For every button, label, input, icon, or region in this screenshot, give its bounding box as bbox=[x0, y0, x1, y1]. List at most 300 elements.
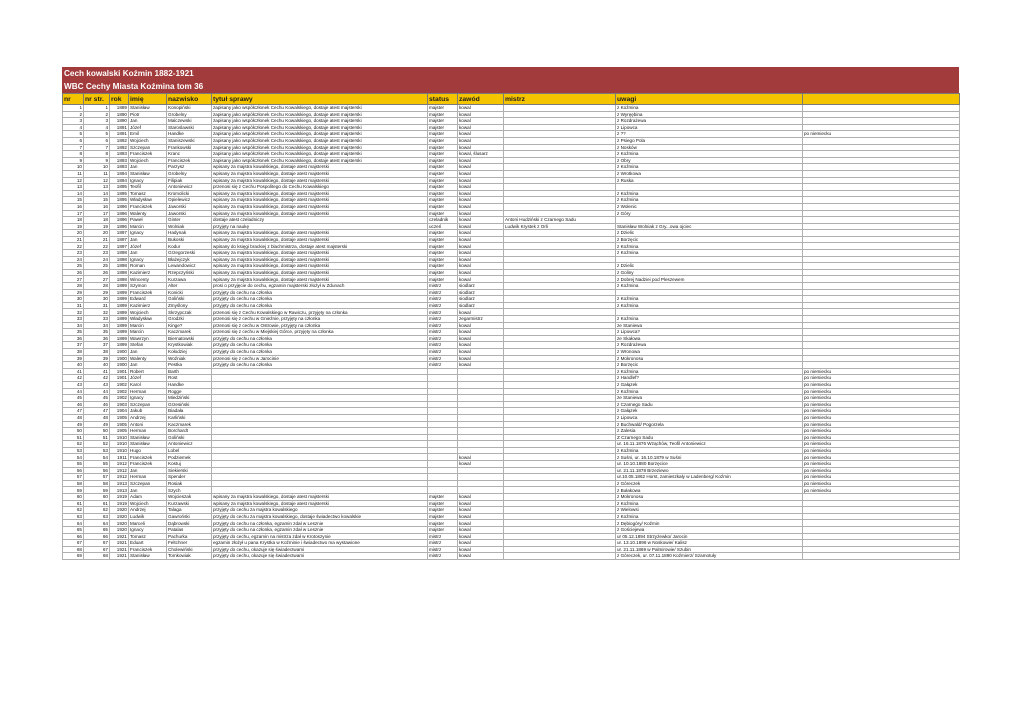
col-imie-cell: Stanisław bbox=[129, 553, 167, 560]
col-uwagi-cell bbox=[616, 309, 803, 316]
col-uwagi-cell: z Koźmina bbox=[616, 500, 803, 507]
col-nazwisko-cell: Biernatowski bbox=[167, 335, 212, 342]
col-extra-cell: po niemiecku bbox=[803, 375, 960, 382]
col-nazwisko-cell: Kaczmarek bbox=[167, 421, 212, 428]
col-nazwisko-cell: Rogge bbox=[167, 388, 212, 395]
col-uwagi-cell: z Lipowca? bbox=[616, 329, 803, 336]
col-status-cell: mistrz bbox=[428, 322, 458, 329]
col-nr-str-cell: 44 bbox=[84, 388, 110, 395]
col-uwagi-cell bbox=[616, 217, 803, 224]
col-tytul-sprawy-cell: dostaje atest czeladniczy bbox=[212, 217, 428, 224]
col-nr-str-cell: 20 bbox=[84, 230, 110, 237]
col-rok-cell: 1899 bbox=[110, 289, 129, 296]
col-extra-cell: po niemiecku bbox=[803, 467, 960, 474]
col-rok-cell: 1898 bbox=[110, 276, 129, 283]
col-tytul-sprawy-cell: przyjęty do cechu na członka bbox=[212, 302, 428, 309]
col-nr-cell: 15 bbox=[63, 197, 84, 204]
col-rok-cell: 1921 bbox=[110, 553, 129, 560]
col-nr-str-cell: 29 bbox=[84, 289, 110, 296]
col-nr-cell: 55 bbox=[63, 461, 84, 468]
col-zawod-cell: kowal bbox=[458, 236, 504, 243]
col-imie-cell: Andrzej bbox=[129, 507, 167, 514]
col-tytul-sprawy-cell: zapisany jako współczłonek Cechu Kowalskiego, dostaje atest majsterski bbox=[212, 151, 428, 158]
col-mistrz-cell bbox=[504, 546, 616, 553]
col-status-cell: majster bbox=[428, 177, 458, 184]
col-nr-cell: 53 bbox=[63, 447, 84, 454]
col-nazwisko-cell: Goliński bbox=[167, 434, 212, 441]
col-uwagi-cell: z Wielowsi bbox=[616, 507, 803, 514]
col-zawod-cell: kowal bbox=[458, 111, 504, 118]
col-nr-str-cell: 48 bbox=[84, 414, 110, 421]
col-uwagi-cell bbox=[616, 184, 803, 191]
col-rok-cell: 1912 bbox=[110, 467, 129, 474]
col-imie-cell: Piotr bbox=[129, 111, 167, 118]
col-extra-cell bbox=[803, 283, 960, 290]
col-mistrz-cell bbox=[504, 164, 616, 171]
col-nr-str-cell: 30 bbox=[84, 296, 110, 303]
table-row bbox=[63, 375, 960, 382]
col-nr-str-cell: 53 bbox=[84, 447, 110, 454]
col-rok-cell: 1910 bbox=[110, 434, 129, 441]
col-nazwisko-cell: Lobel bbox=[167, 447, 212, 454]
col-mistrz-cell bbox=[504, 375, 616, 382]
col-zawod-cell: kowal bbox=[458, 553, 504, 560]
col-imie-cell: Stanisław bbox=[129, 105, 167, 112]
col-imie-cell: Franciszek bbox=[129, 546, 167, 553]
col-tytul-sprawy-cell: przenosi się z Cechu Pospolitego do Cechu Kowalskiego bbox=[212, 184, 428, 191]
col-extra-cell bbox=[803, 137, 960, 144]
col-zawod-cell: kowal bbox=[458, 137, 504, 144]
col-nr-cell: 63 bbox=[63, 513, 84, 520]
col-tytul-sprawy-cell: zapisany jako współczłonek Cechu Kowalskiego, dostaje atest majsterski bbox=[212, 111, 428, 118]
col-status-cell: majster bbox=[428, 210, 458, 217]
col-nr-str-cell: 60 bbox=[84, 494, 110, 501]
col-uwagi-cell: z Koźmina bbox=[616, 513, 803, 520]
col-mistrz-cell bbox=[504, 395, 616, 402]
col-uwagi-cell: z Goliny bbox=[616, 269, 803, 276]
col-imie-cell: Herman bbox=[129, 428, 167, 435]
col-tytul-sprawy-cell: wpisany za majstra kowalskiego, dostaje atest majsterski bbox=[212, 276, 428, 283]
col-imie-cell: Władysław bbox=[129, 316, 167, 323]
col-uwagi-cell: ze Skałowa bbox=[616, 335, 803, 342]
col-status-cell: majster bbox=[428, 494, 458, 501]
col-tytul-sprawy-cell: przenosi się z cechu w Jarocinie bbox=[212, 355, 428, 362]
table-row bbox=[63, 500, 960, 507]
col-tytul-sprawy-cell: przyjęty do cechu, egzamin na mistrza zdał w Krotoszynie bbox=[212, 533, 428, 540]
col-nazwisko-cell: Wojcieszak bbox=[167, 494, 212, 501]
col-tytul-sprawy-cell bbox=[212, 421, 428, 428]
table-row bbox=[63, 124, 960, 131]
col-zawod-cell: siodlarz bbox=[458, 302, 504, 309]
col-status-cell bbox=[428, 375, 458, 382]
col-zawod-cell bbox=[458, 401, 504, 408]
col-nr-str-cell: 67 bbox=[84, 540, 110, 547]
col-nazwisko-cell: Antoniewicz bbox=[167, 184, 212, 191]
col-extra-cell bbox=[803, 309, 960, 316]
col-zawod-cell bbox=[458, 421, 504, 428]
col-tytul-sprawy-cell: wpisany za majstra kowalskiego, dostaje atest majsterski bbox=[212, 236, 428, 243]
col-extra-cell bbox=[803, 111, 960, 118]
col-nr-cell: 39 bbox=[63, 355, 84, 362]
col-nr-cell: 69 bbox=[63, 553, 84, 560]
col-uwagi-cell: z Koźmina bbox=[616, 190, 803, 197]
col-rok-cell: 1890 bbox=[110, 118, 129, 125]
col-uwagi-cell: ur. 16.11.1876 Wząchów, Teofil Antoniewicz bbox=[616, 441, 803, 448]
col-nr-str-cell: 50 bbox=[84, 428, 110, 435]
col-nr-cell: 66 bbox=[63, 533, 84, 540]
col-nr-str-cell: 19 bbox=[84, 223, 110, 230]
col-nr-cell: 20 bbox=[63, 230, 84, 237]
col-nazwisko-header: nazwisko bbox=[167, 94, 212, 105]
col-nazwisko-cell: Lewandowicz bbox=[167, 263, 212, 270]
col-imie-cell: Wojciech bbox=[129, 157, 167, 164]
col-nr-cell: 44 bbox=[63, 388, 84, 395]
col-status-cell: mistrz bbox=[428, 540, 458, 547]
col-nazwisko-cell: Borchardt bbox=[167, 428, 212, 435]
col-nr-cell: 24 bbox=[63, 256, 84, 263]
col-nr-str-cell: 13 bbox=[84, 184, 110, 191]
col-uwagi-cell: z Rozdrażewa bbox=[616, 118, 803, 125]
col-status-cell: mistrz bbox=[428, 329, 458, 336]
col-zawod-cell: zegarmistrz bbox=[458, 316, 504, 323]
col-nr-str-cell: 4 bbox=[84, 124, 110, 131]
col-imie-cell: Franciszek bbox=[129, 454, 167, 461]
col-extra-cell bbox=[803, 210, 960, 217]
col-zawod-header: zawód bbox=[458, 94, 504, 105]
col-tytul-sprawy-cell: wpisany za majstra kowalskiego, dostaje atest majsterski bbox=[212, 500, 428, 507]
col-mistrz-cell bbox=[504, 157, 616, 164]
table-row bbox=[63, 322, 960, 329]
col-status-cell bbox=[428, 408, 458, 415]
col-uwagi-cell: z Koźmina bbox=[616, 243, 803, 250]
col-extra-cell: po niemiecku bbox=[803, 368, 960, 375]
col-rok-cell: 1896 bbox=[110, 217, 129, 224]
col-status-cell bbox=[428, 474, 458, 481]
col-tytul-sprawy-cell bbox=[212, 395, 428, 402]
col-nr-str-cell: 25 bbox=[84, 263, 110, 270]
col-nazwisko-cell: Gawroński bbox=[167, 513, 212, 520]
col-tytul-sprawy-cell: wpisany za majstra kowalskiego, dostaje atest majsterski bbox=[212, 269, 428, 276]
col-mistrz-cell bbox=[504, 480, 616, 487]
table-row bbox=[63, 170, 960, 177]
col-extra-cell bbox=[803, 197, 960, 204]
col-status-cell: majster bbox=[428, 236, 458, 243]
table-row bbox=[63, 533, 960, 540]
col-extra-cell: po niemiecku bbox=[803, 395, 960, 402]
col-rok-cell: 1904 bbox=[110, 408, 129, 415]
col-zawod-cell: kowal bbox=[458, 322, 504, 329]
col-zawod-cell: kowal bbox=[458, 243, 504, 250]
table-row bbox=[63, 276, 960, 283]
col-nr-cell: 57 bbox=[63, 474, 84, 481]
col-zawod-cell: kowal bbox=[458, 223, 504, 230]
col-zawod-cell: kowal bbox=[458, 527, 504, 534]
col-imie-cell: Stanisław bbox=[129, 441, 167, 448]
col-tytul-sprawy-cell: przyjęty do cechu na członka bbox=[212, 342, 428, 349]
col-imie-cell: Wojciech bbox=[129, 309, 167, 316]
col-tytul-sprawy-cell: egzamin złożył u pana Krystka w Koźminie i świadectwo ma wystawione bbox=[212, 540, 428, 547]
col-nr-cell: 65 bbox=[63, 527, 84, 534]
col-extra-cell bbox=[803, 263, 960, 270]
col-nr-str-cell: 51 bbox=[84, 434, 110, 441]
col-mistrz-cell bbox=[504, 269, 616, 276]
col-mistrz-cell bbox=[504, 421, 616, 428]
col-tytul-sprawy-cell bbox=[212, 487, 428, 494]
col-rok-cell: 1891 bbox=[110, 131, 129, 138]
col-zawod-cell: kowal bbox=[458, 217, 504, 224]
col-tytul-sprawy-cell: wpisany za majstra kowalskiego, dostaje atest majsterski bbox=[212, 177, 428, 184]
col-imie-cell: Szymon bbox=[129, 283, 167, 290]
col-imie-cell: Antoni bbox=[129, 421, 167, 428]
col-nazwisko-cell: Podziemek bbox=[167, 454, 212, 461]
col-mistrz-cell bbox=[504, 184, 616, 191]
col-zawod-cell: kowal bbox=[458, 335, 504, 342]
col-imie-cell: Emil bbox=[129, 131, 167, 138]
table-row bbox=[63, 467, 960, 474]
col-nr-str-cell: 61 bbox=[84, 500, 110, 507]
col-extra-cell bbox=[803, 296, 960, 303]
col-uwagi-cell: z Gałązek bbox=[616, 408, 803, 415]
col-rok-cell: 1889 bbox=[110, 105, 129, 112]
col-zawod-cell: kowal bbox=[458, 507, 504, 514]
col-rok-cell: 1919 bbox=[110, 494, 129, 501]
col-extra-cell: po niemiecku bbox=[803, 401, 960, 408]
col-tytul-sprawy-cell: zapisany jako współczłonek Cechu Kowalskiego, dostaje atest majsterski bbox=[212, 157, 428, 164]
col-nazwisko-cell: Grobelny bbox=[167, 111, 212, 118]
col-zawod-cell bbox=[458, 414, 504, 421]
col-status-cell: mistrz bbox=[428, 316, 458, 323]
col-nr-cell: 61 bbox=[63, 500, 84, 507]
col-mistrz-cell bbox=[504, 210, 616, 217]
table-row bbox=[63, 256, 960, 263]
col-tytul-sprawy-cell: zapisany jako współczłonek Cechu Kowalskiego, dostaje atest majsterski bbox=[212, 131, 428, 138]
col-nr-str-cell: 41 bbox=[84, 368, 110, 375]
col-imie-cell: Robert bbox=[129, 368, 167, 375]
col-mistrz-cell bbox=[504, 256, 616, 263]
col-mistrz-cell bbox=[504, 381, 616, 388]
col-tytul-sprawy-cell: wpisany za majstra kowalskiego, dostaje atest majsterski bbox=[212, 190, 428, 197]
col-status-cell: majster bbox=[428, 250, 458, 257]
col-extra-cell: po niemiecku bbox=[803, 434, 960, 441]
col-nr-cell: 23 bbox=[63, 250, 84, 257]
col-uwagi-header: uwagi bbox=[616, 94, 803, 105]
col-rok-cell: 1896 bbox=[110, 223, 129, 230]
col-rok-cell: 1894 bbox=[110, 170, 129, 177]
col-rok-cell: 1898 bbox=[110, 263, 129, 270]
col-tytul-sprawy-cell bbox=[212, 480, 428, 487]
col-imie-cell: Szczepan bbox=[129, 480, 167, 487]
col-imie-cell: Jan bbox=[129, 250, 167, 257]
col-nazwisko-cell: Konicki bbox=[167, 289, 212, 296]
col-status-cell: mistrz bbox=[428, 289, 458, 296]
col-rok-cell: 1900 bbox=[110, 348, 129, 355]
col-uwagi-cell: z Koźmina bbox=[616, 368, 803, 375]
col-zawod-cell bbox=[458, 474, 504, 481]
col-zawod-cell bbox=[458, 487, 504, 494]
col-nr-cell: 36 bbox=[63, 335, 84, 342]
col-nr-str-cell: 16 bbox=[84, 203, 110, 210]
table-row bbox=[63, 520, 960, 527]
col-status-cell bbox=[428, 454, 458, 461]
col-tytul-sprawy-cell: wpisany za majstra kowalskiego, dostaje atest majsterski bbox=[212, 164, 428, 171]
col-mistrz-cell bbox=[504, 302, 616, 309]
col-nr-str-cell: 42 bbox=[84, 375, 110, 382]
table-row bbox=[63, 144, 960, 151]
table-row bbox=[63, 494, 960, 501]
table-row bbox=[63, 223, 960, 230]
col-nazwisko-cell: Bukoski bbox=[167, 236, 212, 243]
col-tytul-sprawy-cell: wpisany za majstra kowalskiego, dostaje atest majsterski bbox=[212, 494, 428, 501]
col-extra-cell bbox=[803, 507, 960, 514]
table-row bbox=[63, 434, 960, 441]
col-uwagi-cell: z Wyręębina bbox=[616, 111, 803, 118]
col-nr-str-cell: 3 bbox=[84, 118, 110, 125]
col-mistrz-cell bbox=[504, 170, 616, 177]
col-extra-cell: po niemiecku bbox=[803, 487, 960, 494]
col-zawod-cell: kowal bbox=[458, 177, 504, 184]
col-rok-cell: 1896 bbox=[110, 203, 129, 210]
col-uwagi-cell: z Mokronosu bbox=[616, 355, 803, 362]
col-zawod-cell: kowal bbox=[458, 362, 504, 369]
col-rok-cell: 1895 bbox=[110, 184, 129, 191]
col-zawod-cell: kowal bbox=[458, 276, 504, 283]
col-status-cell: mistrz bbox=[428, 342, 458, 349]
col-nr-cell: 68 bbox=[63, 546, 84, 553]
col-imie-cell: Józef bbox=[129, 124, 167, 131]
col-nr-str-cell: 46 bbox=[84, 401, 110, 408]
col-nr-str-cell: 66 bbox=[84, 533, 110, 540]
col-mistrz-cell bbox=[504, 494, 616, 501]
col-extra-cell bbox=[803, 302, 960, 309]
col-nazwisko-cell: Kurzawa bbox=[167, 276, 212, 283]
col-nr-cell: 29 bbox=[63, 289, 84, 296]
col-status-cell: majster bbox=[428, 124, 458, 131]
col-extra-cell bbox=[803, 540, 960, 547]
table-row bbox=[63, 269, 960, 276]
col-nazwisko-cell: Kołodziej bbox=[167, 348, 212, 355]
col-rok-cell: 1894 bbox=[110, 177, 129, 184]
col-extra-cell bbox=[803, 230, 960, 237]
col-nazwisko-cell: Handke bbox=[167, 131, 212, 138]
col-mistrz-header: mistrz bbox=[504, 94, 616, 105]
col-extra-cell bbox=[803, 164, 960, 171]
col-status-cell: majster bbox=[428, 520, 458, 527]
col-tytul-sprawy-cell bbox=[212, 414, 428, 421]
col-nr-cell: 25 bbox=[63, 263, 84, 270]
col-rok-cell: 1893 bbox=[110, 164, 129, 171]
col-nazwisko-cell: Wolniak bbox=[167, 223, 212, 230]
col-imie-cell: Franciszek bbox=[129, 151, 167, 158]
col-imie-cell: Franciszek bbox=[129, 461, 167, 468]
col-tytul-sprawy-cell: wpisany za majstra kowalskiego, dostaje atest majsterski bbox=[212, 230, 428, 237]
col-nr-str-cell: 63 bbox=[84, 513, 110, 520]
col-uwagi-cell: ur. 21.11.1869 w Palmirowie/ Szubin bbox=[616, 546, 803, 553]
col-status-cell: mistrz bbox=[428, 355, 458, 362]
col-mistrz-cell bbox=[504, 250, 616, 257]
col-rok-cell: 1920 bbox=[110, 507, 129, 514]
col-tytul-sprawy-cell bbox=[212, 375, 428, 382]
col-nazwisko-cell: Siekierski bbox=[167, 467, 212, 474]
col-zawod-cell: kowal bbox=[458, 546, 504, 553]
spreadsheet bbox=[62, 67, 959, 560]
col-rok-cell: 1899 bbox=[110, 329, 129, 336]
table-row bbox=[63, 540, 960, 547]
col-status-cell: mistrz bbox=[428, 533, 458, 540]
title-banner bbox=[62, 67, 959, 93]
col-imie-cell: Jakub bbox=[129, 408, 167, 415]
col-zawod-cell bbox=[458, 408, 504, 415]
col-imie-cell: Szczepan bbox=[129, 401, 167, 408]
col-imie-cell: Tomasz bbox=[129, 533, 167, 540]
col-imie-cell: Ignacy bbox=[129, 395, 167, 402]
col-nr-str-cell: 38 bbox=[84, 348, 110, 355]
col-nr-str-header: nr str. bbox=[84, 94, 110, 105]
table-row bbox=[63, 302, 960, 309]
col-zawod-cell bbox=[458, 447, 504, 454]
col-rok-cell: 1893 bbox=[110, 157, 129, 164]
col-nr-str-cell: 49 bbox=[84, 421, 110, 428]
col-uwagi-cell: z Wrotkowa bbox=[616, 170, 803, 177]
col-rok-cell: 1920 bbox=[110, 513, 129, 520]
col-mistrz-cell bbox=[504, 500, 616, 507]
col-tytul-sprawy-cell bbox=[212, 447, 428, 454]
col-uwagi-cell: z ?? bbox=[616, 131, 803, 138]
col-nazwisko-cell: Miedziński bbox=[167, 395, 212, 402]
table-row bbox=[63, 408, 960, 415]
col-nr-str-cell: 10 bbox=[84, 164, 110, 171]
col-extra-cell: po niemiecku bbox=[803, 480, 960, 487]
col-nr-cell: 17 bbox=[63, 210, 84, 217]
col-uwagi-cell: z Lipowca bbox=[616, 414, 803, 421]
col-zawod-cell: kowal bbox=[458, 342, 504, 349]
col-tytul-sprawy-cell: przyjęty do cechu na członka, egzamin zdał w Lesznie bbox=[212, 520, 428, 527]
col-rok-cell: 1911 bbox=[110, 454, 129, 461]
col-imie-cell: Adam bbox=[129, 494, 167, 501]
col-rok-cell: 1898 bbox=[110, 250, 129, 257]
col-rok-cell: 1919 bbox=[110, 500, 129, 507]
col-zawod-cell: kowal bbox=[458, 329, 504, 336]
col-zawod-cell: kowal bbox=[458, 203, 504, 210]
col-nr-cell: 27 bbox=[63, 276, 84, 283]
col-imie-cell: Wojciech bbox=[129, 137, 167, 144]
col-uwagi-cell: z Koźmina bbox=[616, 151, 803, 158]
col-nr-str-cell: 55 bbox=[84, 461, 110, 468]
col-uwagi-cell: z Psiego Pola bbox=[616, 137, 803, 144]
col-status-cell: majster bbox=[428, 111, 458, 118]
col-uwagi-cell: z Borzęcic bbox=[616, 362, 803, 369]
col-mistrz-cell bbox=[504, 527, 616, 534]
col-uwagi-cell: z Nosków bbox=[616, 144, 803, 151]
col-imie-cell: Eduart bbox=[129, 540, 167, 547]
col-nr-str-cell: 1 bbox=[84, 105, 110, 112]
col-zawod-cell: kowal bbox=[458, 105, 504, 112]
col-nazwisko-cell: Grobelny bbox=[167, 170, 212, 177]
table-row bbox=[63, 184, 960, 191]
col-uwagi-cell: z Wronowa bbox=[616, 348, 803, 355]
col-nr-str-cell: 34 bbox=[84, 322, 110, 329]
col-imie-cell: Jan bbox=[129, 164, 167, 171]
col-mistrz-cell bbox=[504, 203, 616, 210]
col-nazwisko-cell: Frankowski bbox=[167, 144, 212, 151]
col-rok-cell: 1900 bbox=[110, 355, 129, 362]
col-uwagi-cell: z Suśni, ur. 16.10.1879 w Suśni bbox=[616, 454, 803, 461]
col-uwagi-cell: z Góry bbox=[616, 210, 803, 217]
col-tytul-sprawy-cell: zapisany jako współczłonek Cechu Kowalskiego, dostaje atest majsterski bbox=[212, 144, 428, 151]
col-zawod-cell: kowal bbox=[458, 454, 504, 461]
col-tytul-sprawy-cell bbox=[212, 401, 428, 408]
col-zawod-cell: kowal bbox=[458, 540, 504, 547]
col-uwagi-cell: z Dzielic bbox=[616, 263, 803, 270]
